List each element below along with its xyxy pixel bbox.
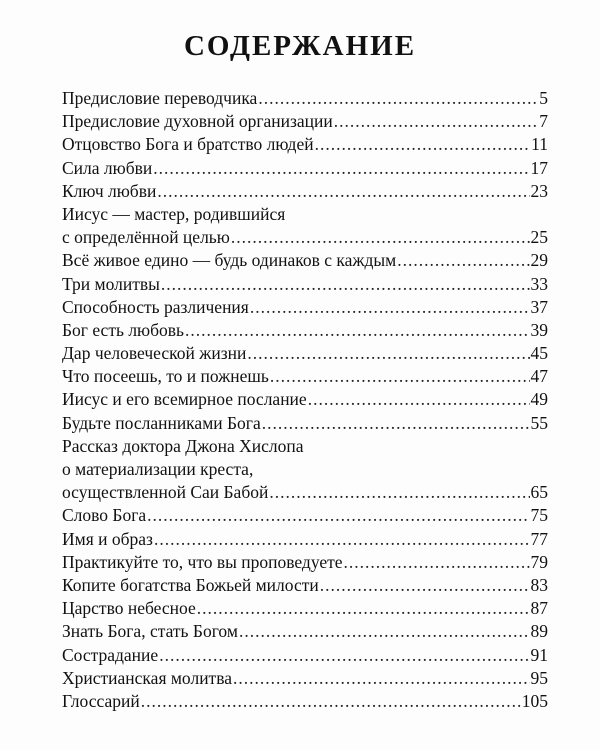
toc-entry xyxy=(62,319,548,342)
dot-leader xyxy=(147,504,529,527)
toc-entry-line xyxy=(62,690,548,713)
dot-leader xyxy=(258,87,538,110)
toc-entry-line xyxy=(62,481,548,504)
toc-entry-title: Предисловие духовной организации xyxy=(62,111,333,132)
toc-page-number: 77 xyxy=(530,528,548,549)
toc-entry-line xyxy=(62,620,548,643)
toc-entry xyxy=(62,388,548,411)
toc-entry-title-line: Иисус — мастер, родившийся xyxy=(62,203,286,224)
toc-page-number: 49 xyxy=(530,389,548,410)
toc-entry-line xyxy=(62,273,548,296)
toc-entry xyxy=(62,690,548,713)
toc-entry-line xyxy=(62,249,548,272)
toc-page-number: 17 xyxy=(530,157,548,178)
toc-page-number: 11 xyxy=(531,134,548,155)
dot-leader xyxy=(247,342,529,365)
dot-leader xyxy=(141,690,521,713)
toc-entry xyxy=(62,528,548,551)
toc-page-number: 5 xyxy=(539,88,548,108)
toc-page-number: 79 xyxy=(530,551,548,572)
toc-entry xyxy=(62,412,548,435)
toc-entry-title: Три молитвы xyxy=(62,273,160,294)
toc-entry-title: Царство небесное xyxy=(62,598,196,619)
dot-leader xyxy=(153,157,529,180)
toc-entry xyxy=(62,435,548,505)
toc-entry-title: Способность различения xyxy=(62,296,249,317)
toc-entry-line xyxy=(62,87,548,110)
toc-entry-title: Сила любви xyxy=(62,157,153,178)
toc-entry-title: Практикуйте то, что вы проповедуете xyxy=(62,551,343,572)
toc-entry-line xyxy=(62,342,548,365)
toc-entry-line xyxy=(62,551,548,574)
dot-leader xyxy=(233,667,529,690)
toc-page-number: 47 xyxy=(530,366,548,387)
toc-page-number: 7 xyxy=(539,111,548,132)
toc-entry xyxy=(62,597,548,620)
toc-entry-title: Сострадание xyxy=(62,644,159,665)
toc-entry-line xyxy=(62,504,548,527)
toc-entry xyxy=(62,342,548,365)
dot-leader xyxy=(320,574,530,597)
toc-entry-title-line: Рассказ доктора Джона Хислопа xyxy=(62,435,304,456)
dot-leader xyxy=(344,551,530,574)
toc-entry-line xyxy=(62,319,548,342)
dot-leader xyxy=(397,249,529,272)
toc-page-number: 55 xyxy=(530,412,548,433)
toc-entry xyxy=(62,110,548,133)
toc-page-number: 25 xyxy=(530,227,548,248)
toc-entry-title: осуществленной Саи Бабой xyxy=(62,482,269,503)
dot-leader xyxy=(154,528,530,551)
toc-page-number: 37 xyxy=(530,296,548,317)
toc-page-number: 45 xyxy=(530,343,548,364)
toc-entry-title: Дар человеческой жизни xyxy=(62,343,247,364)
toc-entry-title: Копите богатства Божьей милости xyxy=(62,574,319,595)
toc-entry-title-line: о материализации креста, xyxy=(62,459,254,479)
toc-entry xyxy=(62,365,548,388)
toc-page-number: 95 xyxy=(530,667,548,688)
dot-leader xyxy=(197,597,530,620)
toc-entry xyxy=(62,203,548,249)
dot-leader xyxy=(308,388,530,411)
toc-entry-title: Имя и образ xyxy=(62,528,153,549)
toc-page-number: 23 xyxy=(530,180,548,201)
toc-entry-line xyxy=(62,157,548,180)
dot-leader xyxy=(269,481,529,504)
toc-entry-title: Глоссарий xyxy=(62,690,140,711)
toc-page-number: 75 xyxy=(530,505,548,526)
toc-entry xyxy=(62,249,548,272)
toc-entry-title: Что посеешь, то и пожнешь xyxy=(62,366,269,387)
dot-leader xyxy=(159,644,529,667)
toc-page-number: 33 xyxy=(530,273,548,294)
toc-entry-line xyxy=(62,365,548,388)
dot-leader xyxy=(157,180,529,203)
toc-entry xyxy=(62,157,548,180)
toc-entry xyxy=(62,551,548,574)
toc-entry-line xyxy=(62,226,548,249)
toc-entry xyxy=(62,620,548,643)
dot-leader xyxy=(231,226,530,249)
toc-entry xyxy=(62,180,548,203)
toc-entry-line xyxy=(62,388,548,411)
toc-page-number: 29 xyxy=(530,250,548,271)
dot-leader xyxy=(262,412,530,435)
dot-leader xyxy=(315,133,531,156)
toc-entry xyxy=(62,644,548,667)
toc-entry-line xyxy=(62,667,548,690)
toc-entry-line xyxy=(62,412,548,435)
toc-entry xyxy=(62,667,548,690)
toc-entry xyxy=(62,574,548,597)
toc-entry-title: Бог есть любовь xyxy=(62,319,185,340)
toc-page-number: 89 xyxy=(530,621,548,642)
table-of-contents xyxy=(62,87,548,713)
toc-page-number: 87 xyxy=(530,598,548,619)
toc-entry-title: Христианская молитва xyxy=(62,667,233,688)
toc-entry-line xyxy=(62,574,548,597)
toc-entry xyxy=(62,504,548,527)
toc-entry-title: Слово Бога xyxy=(62,505,147,526)
toc-entry-line xyxy=(62,296,548,319)
toc-entry-title: Всё живое едино — будь одинаков с каждым xyxy=(62,250,397,271)
dot-leader xyxy=(161,273,530,296)
toc-page-number: 39 xyxy=(530,319,548,340)
toc-entry-title: Предисловие переводчика xyxy=(62,88,258,108)
dot-leader xyxy=(185,319,529,342)
dot-leader xyxy=(334,110,538,133)
toc-entry-title: Знать Бога, стать Богом xyxy=(62,621,238,642)
toc-page-number: 83 xyxy=(530,574,548,595)
toc-entry-line xyxy=(62,110,548,133)
toc-entry xyxy=(62,296,548,319)
toc-entry-line xyxy=(62,180,548,203)
toc-entry-line xyxy=(62,644,548,667)
toc-entry-line xyxy=(62,528,548,551)
toc-entry-title: с определённой целью xyxy=(62,227,230,248)
toc-entry-title: Ключ любви xyxy=(62,180,157,201)
toc-entry-title: Отцовство Бога и братство людей xyxy=(62,134,314,155)
toc-entry xyxy=(62,133,548,156)
toc-page-number: 91 xyxy=(530,644,548,665)
toc-page-number: 105 xyxy=(521,690,548,711)
dot-leader xyxy=(270,365,530,388)
toc-page-number: 65 xyxy=(530,482,548,503)
toc-entry-line xyxy=(62,597,548,620)
toc-entry-title: Иисус и его всемирное послание xyxy=(62,389,307,410)
toc-entry-title: Будьте посланниками Бога xyxy=(62,412,261,433)
dot-leader xyxy=(239,620,530,643)
dot-leader xyxy=(250,296,530,319)
toc-entry-line xyxy=(62,133,548,156)
toc-entry xyxy=(62,273,548,296)
page-title: СОДЕРЖАНИЕ xyxy=(183,30,417,62)
toc-entry xyxy=(62,87,548,110)
